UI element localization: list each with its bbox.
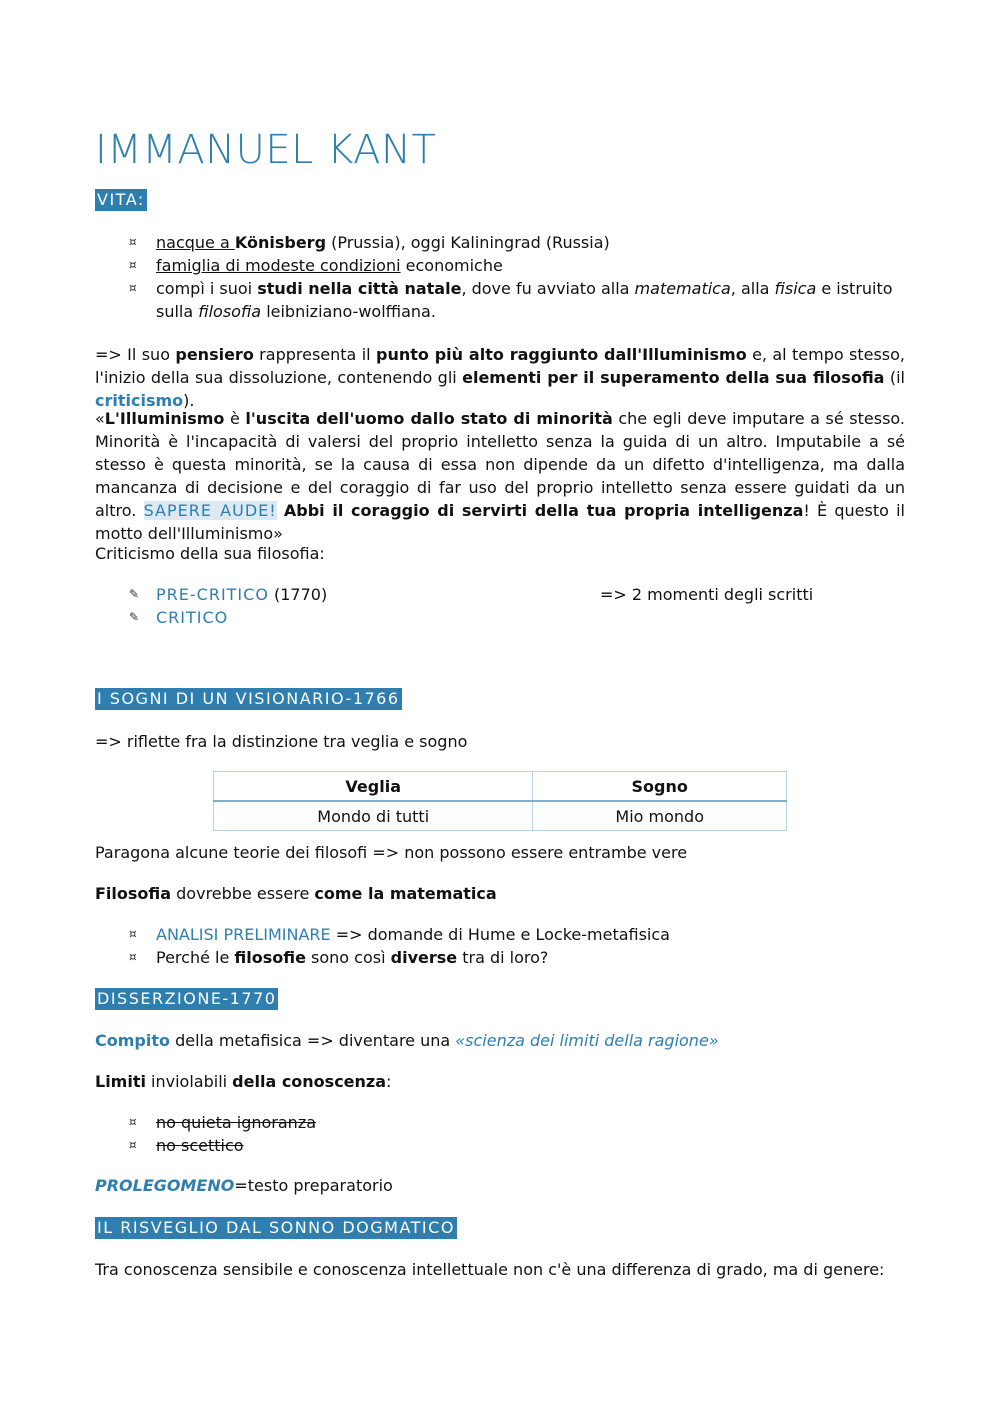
limiti-text: Limiti inviolabili della conoscenza: <box>95 1072 392 1091</box>
section-vita-heading-row <box>95 188 905 211</box>
table-row <box>214 801 787 831</box>
section-risveglio-heading-row <box>95 1216 905 1239</box>
document-title: IMMANUEL KANT <box>95 127 437 173</box>
list-item: ¤ famiglia di modeste condizioni economiche <box>129 256 503 275</box>
filosofia-text: Filosofia dovrebbe essere come la matematica <box>95 884 497 903</box>
vita-list <box>95 231 905 323</box>
section-disserzione-heading-row <box>95 987 905 1010</box>
section-heading-sogni: I SOGNI DI UN VISIONARIO-1766 <box>97 689 400 708</box>
list-item: ✎ PRE-CRITICO (1770) => 2 momenti degli scritti <box>129 585 814 604</box>
illuminismo-quote: «L'Illuminismo è l'uscita dell'uomo dallo stato di minorità che egli deve imputare a sé stesso. Minorità è l'incapacità di valersi del proprio intelletto senza la guida di un altro. Imputabile a sé stesso è questa minorità, se la causa di essa non dipende da un difetto d'intelligenza, ma dalla mancanza di decisione e del coraggio di far uso del proprio intelletto senza essere guidati da un altro. SAPERE AUDE! Abbi il coraggio di servirti della tua propria intelligenza! È questo il motto dell'Illuminismo» <box>95 409 905 543</box>
sogni-list <box>95 923 905 969</box>
pencil-arrow-icon: ✎ <box>129 587 140 601</box>
section-heading-disserzione: DISSERZIONE-1770 <box>97 989 277 1008</box>
list-item: ¤ compì i suoi studi nella città natale, dove fu avviato alla matematica, alla fisica e istruito sulla filosofia leibniziano-wolffiana. <box>129 279 893 321</box>
risveglio-text: Tra conoscenza sensibile e conoscenza intellettuale non c'è una differenza di grado, ma di genere: <box>95 1260 885 1279</box>
list-item: ¤ no scettico <box>129 1136 244 1155</box>
table-cell: Mio mondo <box>533 801 787 831</box>
list-item: ¤ Perché le filosofie sono così diverse tra di loro? <box>129 948 549 967</box>
pensiero-paragraph: => Il suo pensiero rappresenta il punto più alto raggiunto dall'Illuminismo e, al tempo stesso, l'inizio della sua dissoluzione, contenendo gli elementi per il superamento della sua filosofia (il criticismo). <box>95 345 906 410</box>
criticismo-term: criticismo <box>95 391 184 410</box>
pencil-arrow-icon: ✎ <box>129 610 140 624</box>
compito-text: Compito della metafisica => diventare una «scienza dei limiti della ragione» <box>95 1031 719 1050</box>
limiti-list <box>95 1111 905 1157</box>
list-item: ¤ ANALISI PRELIMINARE => domande di Hume e Locke-metafisica <box>129 925 670 944</box>
paragona-text: Paragona alcune teorie dei filosofi => non possono essere entrambe vere <box>95 843 688 862</box>
sapere-aude-highlight: SAPERE AUDE! <box>143 501 277 520</box>
phases-side-note: => 2 momenti degli scritti <box>600 585 814 604</box>
bullet-icon: ¤ <box>129 258 137 272</box>
document-page <box>95 120 906 1279</box>
bullet-icon: ¤ <box>129 950 137 964</box>
bullet-icon: ¤ <box>129 1138 137 1152</box>
list-item: ✎ CRITICO <box>129 608 229 627</box>
prolegomeno-text: PROLEGOMENO=testo preparatorio <box>95 1176 393 1195</box>
list-item: ¤ nacque a Könisberg (Prussia), oggi Kaliningrad (Russia) <box>129 233 610 252</box>
list-item: ¤ no quieta ignoranza <box>129 1113 317 1132</box>
table-header-row <box>214 772 787 802</box>
section-sogni-heading-row <box>95 687 905 710</box>
table-cell: Mondo di tutti <box>214 801 533 831</box>
bullet-icon: ¤ <box>129 281 137 295</box>
criticismo-label: Criticismo della sua filosofia: <box>95 544 325 563</box>
section-heading-risveglio: IL RISVEGLIO DAL SONNO DOGMATICO <box>97 1218 455 1237</box>
sogni-intro: => riflette fra la distinzione tra veglia e sogno <box>95 732 468 751</box>
section-heading-vita: VITA: <box>97 190 145 209</box>
table-header-cell: Sogno <box>533 772 787 802</box>
table-header-cell: Veglia <box>214 772 533 802</box>
bullet-icon: ¤ <box>129 1115 137 1129</box>
bullet-icon: ¤ <box>129 235 137 249</box>
veglia-sogno-table <box>213 771 787 831</box>
bullet-icon: ¤ <box>129 927 137 941</box>
phases-list <box>95 583 905 629</box>
